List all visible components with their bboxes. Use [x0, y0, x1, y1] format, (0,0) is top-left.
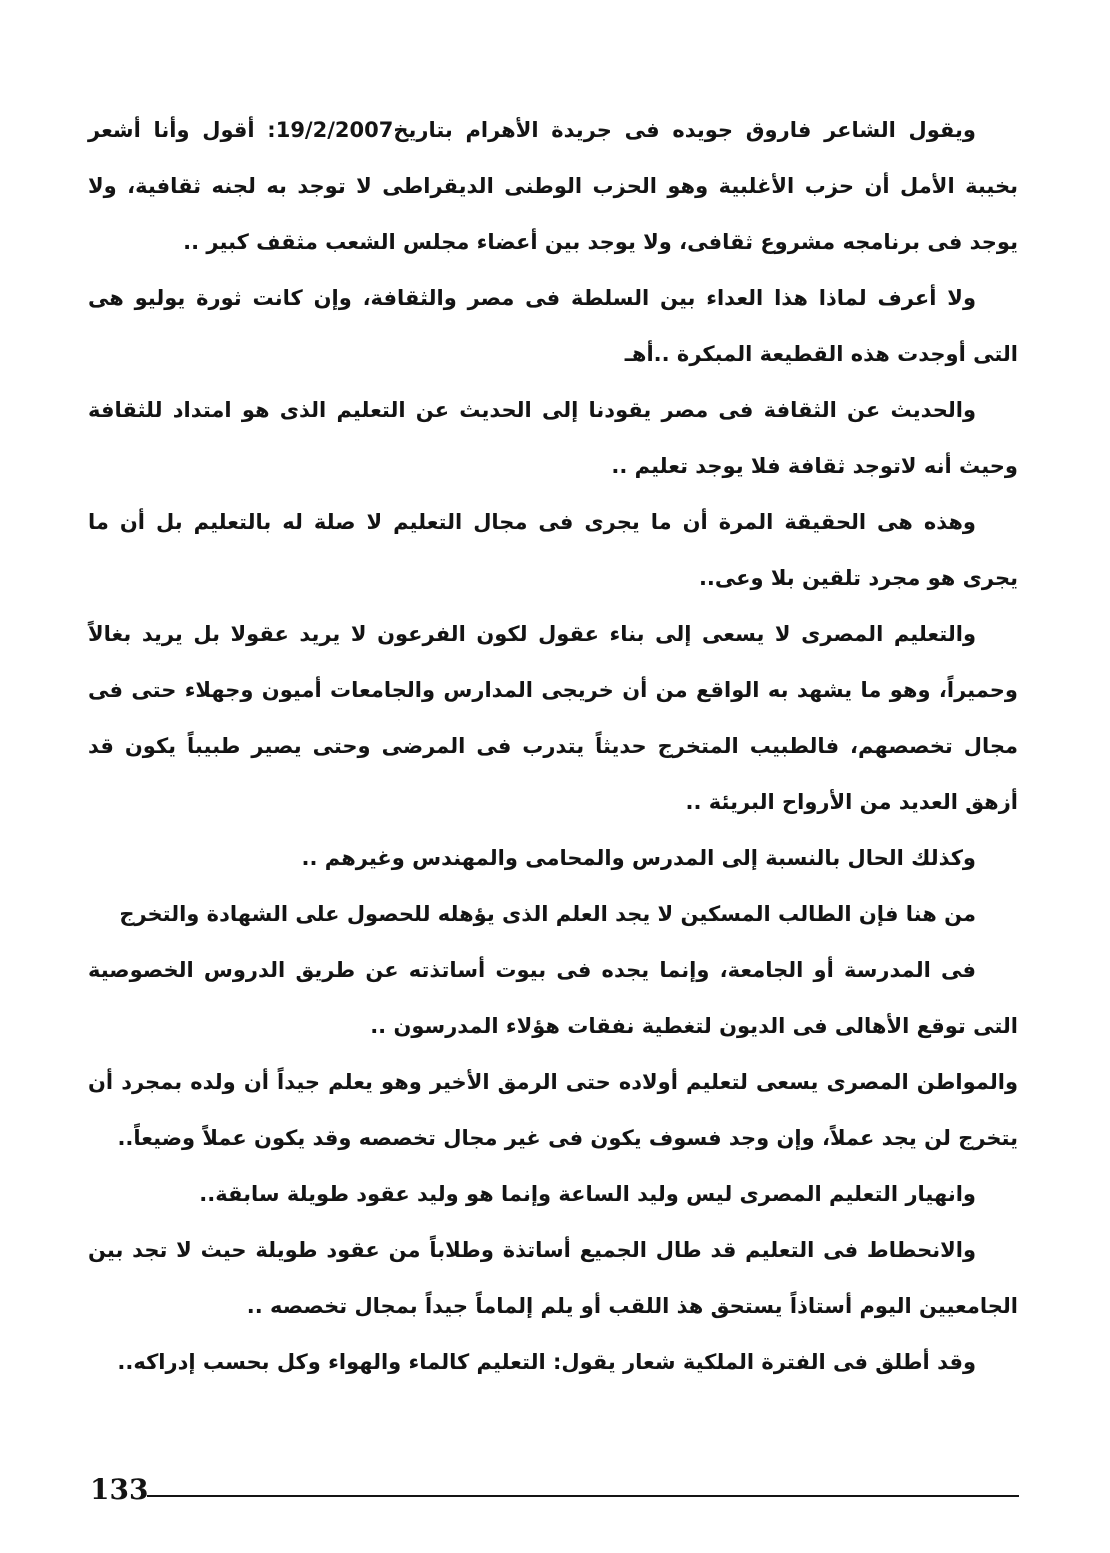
paragraph-4: وهذه هى الحقيقة المرة أن ما يجرى فى مجال التعليم لا صلة له بالتعليم بل أن ما يجرى هو مجرد تلقين بلا وعى..: [88, 510, 1018, 590]
paragraph-11: والانحطاط فى التعليم قد طال الجميع أساتذة وطلاباً من عقود طويلة حيث لا تجد بين الجامعيين اليوم أستاذاً يستحق هذ اللقب أو يلم إلماماً جيداً بمجال تخصصه ..: [88, 1238, 1018, 1318]
paragraph-5: والتعليم المصرى لا يسعى إلى بناء عقول لكون الفرعون لا يريد عقولا بل يريد بغالاً وحميراً، وهو ما يشهد به الواقع من أن خريجى المدارس والجامعات أميون وجهلاء حتى فى مجال تخصصهم، فالطبيب المتخرج حديثاً يتدرب فى المرضى وحتى يصير طبيباً يكون قد أزهق العديد من الأرواح البريئة ..: [88, 622, 1018, 814]
paragraph-7: من هنا فإن الطالب المسكين لا يجد العلم الذى يؤهله للحصول على الشهادة والتخرج: [119, 902, 976, 926]
paragraph-12: وقد أطلق فى الفترة الملكية شعار يقول: التعليم كالماء والهواء وكل بحسب إدراكه..: [117, 1350, 976, 1374]
body-text: [88, 102, 1018, 1390]
paragraph-9: والمواطن المصرى يسعى لتعليم أولاده حتى الرمق الأخير وهو يعلم جيداً أن ولده بمجرد أن يتخرج لن يجد عملاً، وإن وجد فسوف يكون فى غير مجال تخصصه وقد يكون عملاً وضيعاً..: [88, 1070, 1018, 1150]
paragraph-1: ويقول الشاعر فاروق جويده فى جريدة الأهرام بتاريخ19/2/2007: أقول وأنا أشعر بخيبة الأمل أن حزب الأغلبية وهو الحزب الوطنى الديقراطى لا توجد به لجنه ثقافية، ولا يوجد فى برنامجه مشروع ثقافى، ولا يوجد بين أعضاء مجلس الشعب مثقف كبير ..: [88, 118, 1018, 254]
paragraph-8: فى المدرسة أو الجامعة، وإنما يجده فى بيوت أساتذته عن طريق الدروس الخصوصية التى توقع الأهالى فى الديون لتغطية نفقات هؤلاء المدرسون ..: [88, 958, 1018, 1038]
paragraph-10: وانهيار التعليم المصرى ليس وليد الساعة وإنما هو وليد عقود طويلة سابقة..: [199, 1182, 976, 1206]
page-number: 133: [90, 1473, 149, 1506]
paragraph-3: والحديث عن الثقافة فى مصر يقودنا إلى الحديث عن التعليم الذى هو امتداد للثقافة وحيث أنه لاتوجد ثقافة فلا يوجد تعليم ..: [88, 398, 1018, 478]
paragraph-2: ولا أعرف لماذا هذا العداء بين السلطة فى مصر والثقافة، وإن كانت ثورة يوليو هى التى أوجدت هذه القطيعة المبكرة ..أهـ: [88, 286, 1018, 366]
footer-rule: [147, 1495, 1019, 1497]
paragraph-6: وكذلك الحال بالنسبة إلى المدرس والمحامى والمهندس وغيرهم ..: [301, 846, 976, 870]
